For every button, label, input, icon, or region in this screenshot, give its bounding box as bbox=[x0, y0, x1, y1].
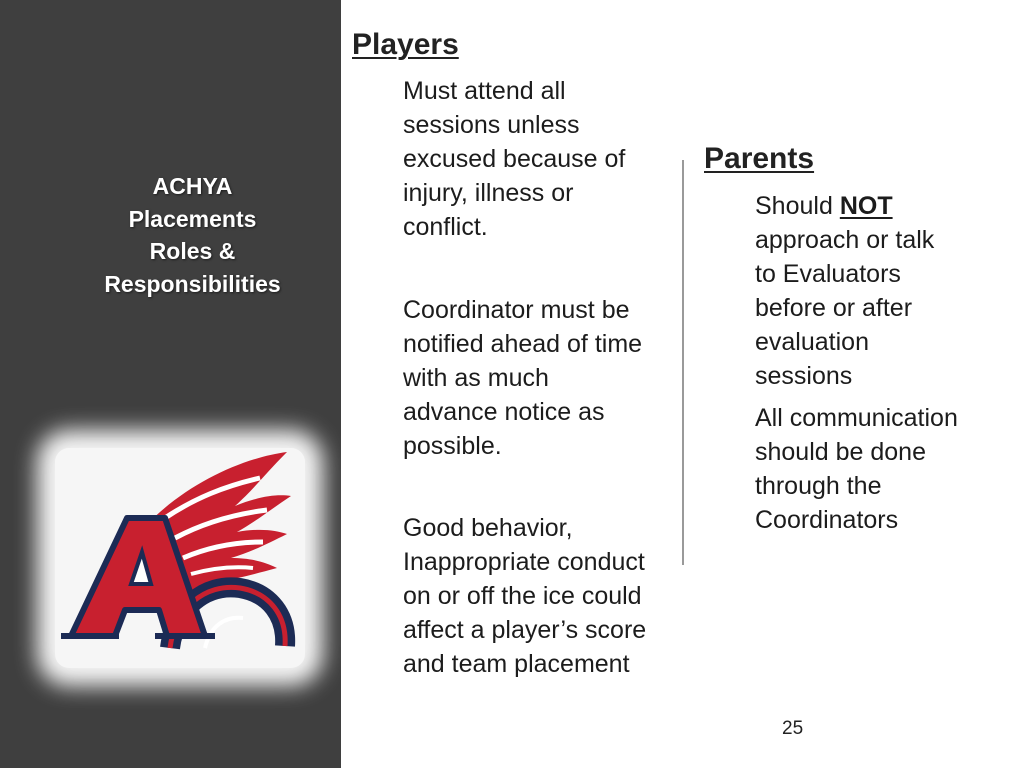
text-line: and team placement bbox=[403, 650, 630, 678]
sidebar-panel bbox=[0, 0, 341, 768]
text-fragment: Should bbox=[755, 192, 833, 220]
text-line: sessions bbox=[755, 362, 853, 390]
players-paragraph-conduct bbox=[403, 511, 646, 681]
text-line: notified ahead of time bbox=[403, 330, 643, 358]
text-line: approach or talk bbox=[755, 226, 935, 254]
text-line: with as much bbox=[403, 364, 549, 392]
sidebar-title bbox=[20, 170, 365, 300]
text-line bbox=[755, 189, 934, 223]
players-paragraph-attendance bbox=[403, 74, 625, 244]
text-line: conflict. bbox=[403, 213, 488, 241]
text-line: before or after bbox=[755, 294, 913, 322]
text-line: excused because of bbox=[403, 145, 626, 173]
sidebar-title-line: ACHYA bbox=[152, 173, 233, 199]
text-line: Inappropriate conduct bbox=[403, 548, 645, 576]
text-line: Coordinators bbox=[755, 506, 899, 534]
page-number: 25 bbox=[782, 718, 804, 739]
text-line: Good behavior, bbox=[403, 514, 573, 542]
sidebar-title-line: Responsibilities bbox=[104, 270, 281, 297]
emphasis-not: NOT bbox=[839, 192, 893, 220]
winged-a-logo-icon bbox=[55, 448, 305, 668]
sidebar-title-line: Placements bbox=[128, 205, 257, 232]
parents-paragraph-evaluators bbox=[755, 189, 934, 393]
text-line: evaluation bbox=[755, 328, 869, 356]
text-line: affect a player’s score bbox=[403, 616, 647, 644]
text-line: Must attend all bbox=[403, 77, 566, 105]
text-line: on or off the ice could bbox=[403, 582, 642, 610]
text-line: advance notice as bbox=[403, 398, 605, 426]
text-line: to Evaluators bbox=[755, 260, 901, 288]
parents-paragraph-communication bbox=[755, 401, 958, 537]
text-line: sessions unless bbox=[403, 111, 580, 139]
text-line: injury, illness or bbox=[403, 179, 574, 207]
text-line: through the bbox=[755, 472, 882, 500]
text-line: possible. bbox=[403, 432, 502, 460]
text-line: Coordinator must be bbox=[403, 296, 630, 324]
text-line: All communication bbox=[755, 404, 958, 432]
sidebar-title-line: Roles & bbox=[149, 238, 236, 264]
column-divider bbox=[682, 160, 684, 565]
text-line: should be done bbox=[755, 438, 926, 466]
players-paragraph-notice bbox=[403, 293, 642, 463]
players-heading: Players bbox=[352, 28, 459, 61]
parents-heading: Parents bbox=[704, 142, 815, 175]
